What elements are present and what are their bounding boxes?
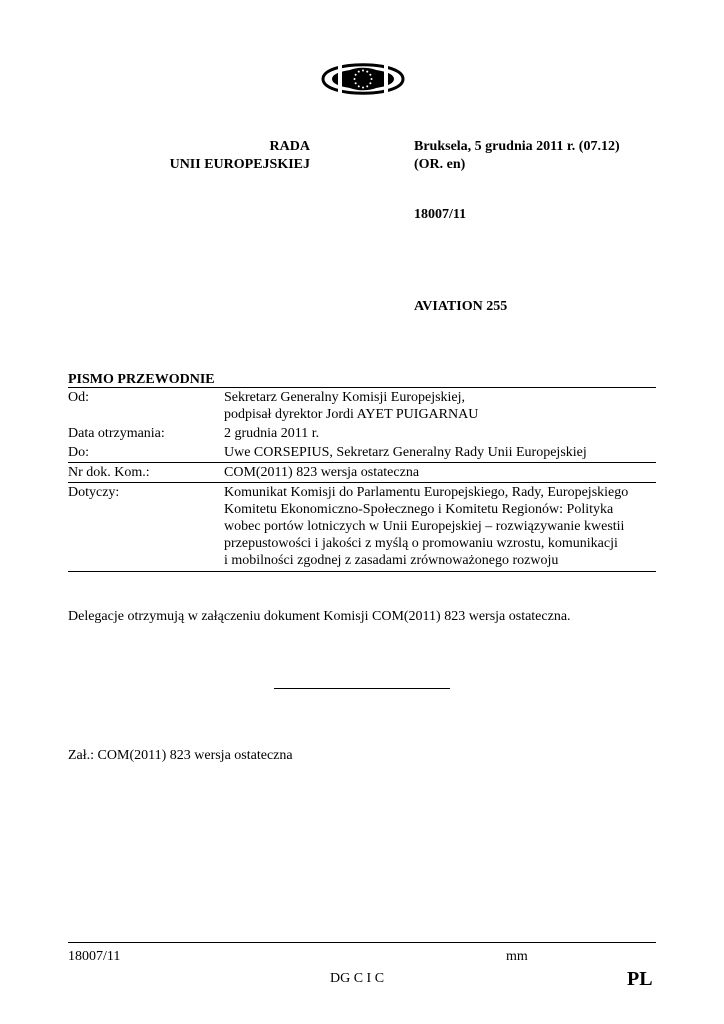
logo-star <box>358 85 360 87</box>
separator-line <box>274 688 450 689</box>
label-date-received: Data otrzymania: <box>68 426 165 441</box>
letter-title: PISMO PRZEWODNIE <box>68 372 215 387</box>
row-commission-doc <box>68 463 656 483</box>
value-line: Uwe CORSEPIUS, Sekretarz Generalny Rady Unii Europejskiej <box>224 445 587 460</box>
footer-doc-number: 18007/11 <box>68 949 121 964</box>
label-commission-doc: Nr dok. Kom.: <box>68 463 224 483</box>
value-subject <box>224 483 656 572</box>
body-paragraph: Delegacje otrzymują w załączeniu dokument Komisji COM(2011) 823 wersja ostateczna. <box>68 609 571 624</box>
footer-rule <box>68 942 656 943</box>
value-line: wobec portów lotniczych w Unii Europejskiej – rozwiązywanie kwestii <box>224 519 625 534</box>
eu-council-logo <box>318 54 408 104</box>
value-line: Komitetu Ekonomiczno-Społecznego i Komitetu Regionów: Polityka <box>224 502 614 517</box>
value-line: przepustowości i jakości z myślą o promowaniu wzrostu, komunikacji <box>224 536 618 551</box>
original-language: (OR. en) <box>414 157 466 172</box>
footer-initials: mm <box>506 949 528 964</box>
logo-star <box>369 74 371 76</box>
logo-star <box>358 71 360 73</box>
value-line: Komunikat Komisji do Parlamentu Europejskiego, Rady, Europejskiego <box>224 485 629 500</box>
document-number: 18007/11 <box>414 207 467 222</box>
label-to: Do: <box>68 445 89 460</box>
label-from: Od: <box>68 388 224 425</box>
value-line: COM(2011) 823 wersja ostateczna <box>224 465 420 480</box>
value-line: i mobilności zgodnej z zasadami zrównoważonego rozwoju <box>224 553 559 568</box>
logo-star <box>366 85 368 87</box>
row-to <box>68 443 656 463</box>
logo-star <box>354 78 356 80</box>
cover-letter-table <box>68 387 656 572</box>
value-line: Sekretarz Generalny Komisji Europejskiej, <box>224 390 466 405</box>
logo-star <box>362 70 364 72</box>
logo-star <box>366 71 368 73</box>
place-date: Bruksela, 5 grudnia 2011 r. (07.12) <box>414 139 620 154</box>
value-from <box>224 388 656 425</box>
logo-star <box>355 74 357 76</box>
council-name <box>120 138 310 174</box>
logo-star <box>369 82 371 84</box>
value-line: 2 grudnia 2011 r. <box>224 426 320 441</box>
value-date-received <box>224 424 656 443</box>
row-from <box>68 388 656 425</box>
logo-star <box>371 78 373 80</box>
place-date-block <box>414 138 620 174</box>
attachment-note: Zał.: COM(2011) 823 wersja ostateczna <box>68 748 293 763</box>
label-subject: Dotyczy: <box>68 483 224 572</box>
subject-code: AVIATION 255 <box>414 299 508 314</box>
logo-star <box>355 82 357 84</box>
row-date-received <box>68 424 656 443</box>
council-line-2: UNII EUROPEJSKIEJ <box>169 157 310 172</box>
row-subject <box>68 483 656 572</box>
footer-directorate: DG C I C <box>330 971 385 986</box>
value-to <box>224 443 656 463</box>
council-line-1: RADA <box>269 139 310 154</box>
logo-star <box>362 87 364 89</box>
value-line: podpisał dyrektor Jordi AYET PUIGARNAU <box>224 407 479 422</box>
value-commission-doc <box>224 463 656 483</box>
footer-language: PL <box>627 968 653 990</box>
